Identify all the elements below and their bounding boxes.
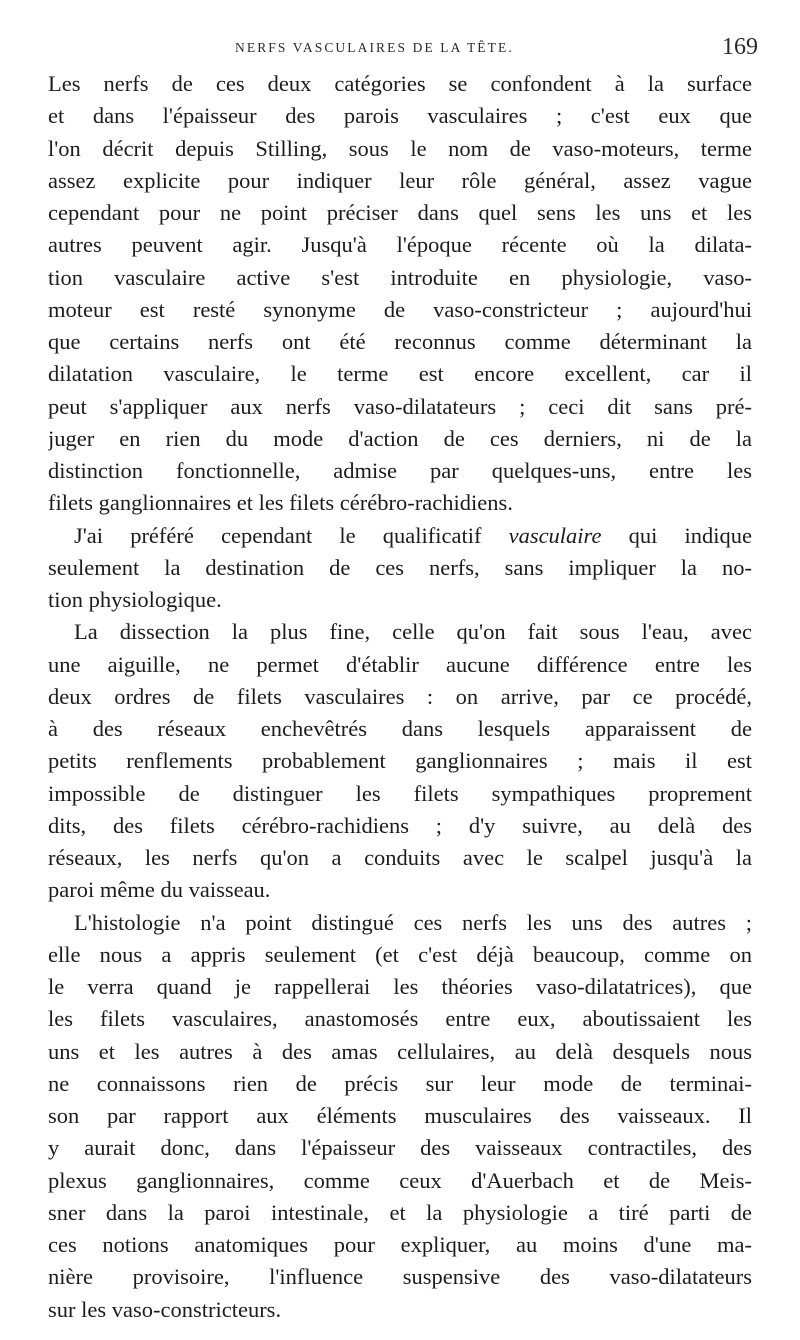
emphasized-term: vasculaire: [508, 522, 602, 548]
paragraph-3-line-6: impossible de distinguer les filets sympathiques proprement: [48, 780, 752, 806]
paragraph-1-line-2: et dans l'épaisseur des parois vasculaires ; c'est eux que: [48, 103, 752, 129]
paragraph-2-line-1-end: qui indique: [601, 522, 752, 548]
paragraph-4-line-10: sner dans la paroi intestinale, et la physiologie a tiré parti de: [48, 1199, 752, 1225]
paragraph-3-line-1: La dissection la plus fine, celle qu'on fait sous l'eau, avec: [74, 619, 752, 645]
paragraph-1-line-4: assez explicite pour indiquer leur rôle général, assez vague: [48, 167, 752, 193]
paragraph-3-line-5: petits renflements probablement ganglionnaires ; mais il est: [48, 748, 752, 774]
paragraph-4-line-11: ces notions anatomiques pour expliquer, au moins d'une ma-: [48, 1232, 752, 1257]
running-head: [0, 34, 800, 64]
paragraph-3-line-8: réseaux, les nerfs qu'on a conduits avec le scalpel jusqu'à la: [48, 845, 752, 870]
paragraph-2-line-3: tion physiologique.: [48, 587, 222, 612]
paragraph-4-line-13: sur les vaso-constricteurs.: [48, 1296, 282, 1322]
paragraph-1-line-11: peut s'appliquer aux nerfs vaso-dilatateurs ; ceci dit sans pré-: [48, 393, 752, 419]
paragraph-1-line-12: juger en rien du mode d'action de ces derniers, ni de la: [48, 425, 752, 451]
paragraph-3-line-3: deux ordres de filets vasculaires : on arrive, par ce procédé,: [48, 683, 752, 709]
running-title: NERFS VASCULAIRES DE LA TÊTE.: [235, 40, 514, 55]
paragraph-2-line-1: [48, 520, 752, 552]
paragraph-1-line-14: filets ganglionnaires et les filets cérébro-rachidiens.: [48, 490, 513, 516]
paragraph-3-line-2: une aiguille, ne permet d'établir aucune différence entre les: [48, 651, 752, 677]
paragraph-4-line-5: uns et les autres à des amas cellulaires, au delà desquels nous: [48, 1038, 752, 1064]
paragraph-1-line-10: dilatation vasculaire, le terme est encore excellent, car il: [48, 361, 752, 387]
paragraph-1-line-9: que certains nerfs ont été reconnus comme déterminant la: [48, 329, 752, 354]
paragraph-4-line-2: elle nous a appris seulement (et c'est déjà beaucoup, comme on: [48, 941, 752, 967]
paragraph-1-line-6: autres peuvent agir. Jusqu'à l'époque récente où la dilata-: [48, 232, 752, 258]
paragraph-1-line-7: tion vasculaire active s'est introduite en physiologie, vaso-: [48, 264, 752, 290]
paragraph-4-line-6: ne connaissons rien de précis sur leur mode de terminai-: [48, 1070, 752, 1096]
paragraph-4-line-8: y aurait donc, dans l'épaisseur des vaisseaux contractiles, des: [48, 1135, 752, 1161]
paragraph-4-line-4: les filets vasculaires, anastomosés entre eux, aboutissaient les: [48, 1006, 752, 1032]
paragraph-1-line-5: cependant pour ne point préciser dans quel sens les uns et les: [48, 200, 752, 225]
paragraph-3-line-7: dits, des filets cérébro-rachidiens ; d'y suivre, au delà des: [48, 812, 752, 838]
paragraph-4-line-9: plexus ganglionnaires, comme ceux d'Auerbach et de Meis-: [48, 1167, 752, 1193]
body-text: [48, 68, 752, 1326]
paragraph-1-line-13: distinction fonctionnelle, admise par quelques-uns, entre les: [48, 458, 752, 483]
paragraph-1-line-1: Les nerfs de ces deux catégories se confondent à la surface: [48, 71, 752, 96]
paragraph-4-line-12: nière provisoire, l'influence suspensive des vaso-dilatateurs: [48, 1264, 752, 1290]
paragraph-4-line-1: L'histologie n'a point distingué ces nerfs les uns des autres ;: [74, 909, 752, 935]
paragraph-3-line-4: à des réseaux enchevêtrés dans lesquels apparaissent de: [48, 716, 752, 741]
paragraph-1-line-3: l'on décrit depuis Stilling, sous le nom de vaso-moteurs, terme: [48, 135, 752, 161]
paragraph-2-line-2: seulement la destination de ces nerfs, sans impliquer la no-: [48, 554, 752, 580]
paragraph-3-line-9: paroi même du vaisseau.: [48, 877, 271, 903]
paragraph-4-line-7: son par rapport aux éléments musculaires des vaisseaux. Il: [48, 1103, 752, 1128]
page-number: 169: [722, 34, 758, 60]
paragraph-2-line-1-start: J'ai préféré cependant le qualificatif: [74, 522, 509, 548]
paragraph-1-line-8: moteur est resté synonyme de vaso-constricteur ; aujourd'hui: [48, 296, 752, 322]
paragraph-4-line-3: le verra quand je rappellerai les théories vaso-dilatatrices), que: [48, 974, 752, 999]
